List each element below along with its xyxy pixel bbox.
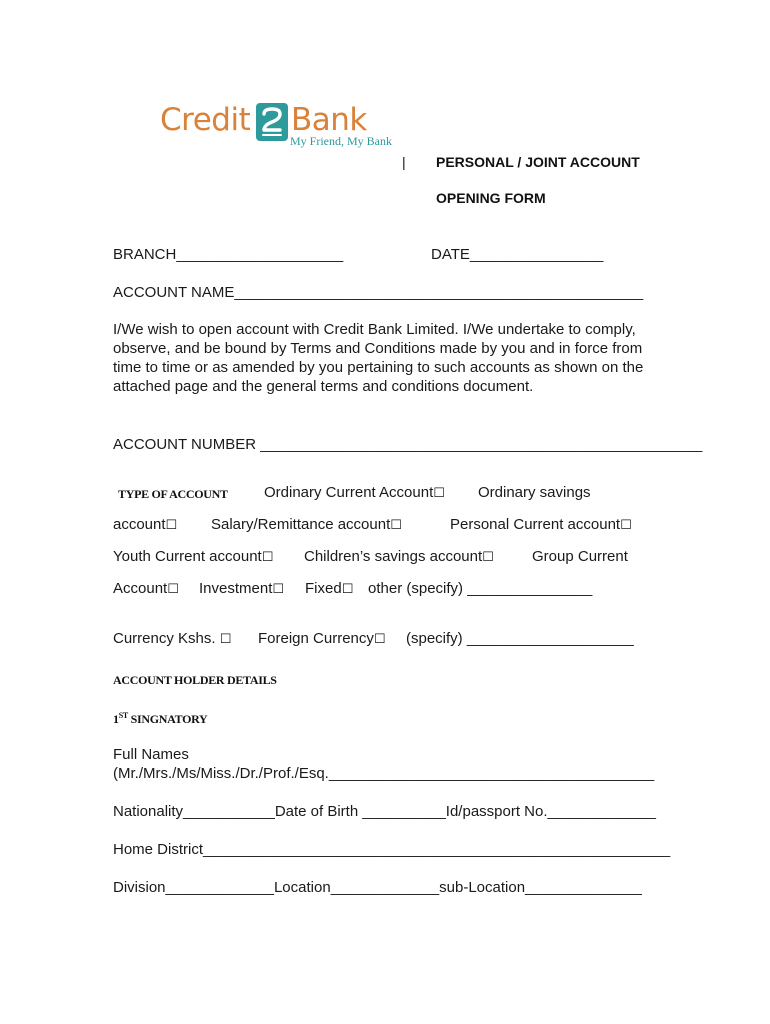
full-names-line[interactable]: _______________________________________ (328, 765, 655, 782)
personal-details-row (113, 803, 656, 820)
checkbox-icon[interactable]: ☐ (433, 486, 445, 501)
date-field[interactable] (431, 246, 603, 263)
nationality-label: Nationality (113, 803, 184, 820)
option-investment[interactable]: Investment☐ (199, 580, 285, 597)
form-title-line2: OPENING FORM (436, 190, 546, 206)
id-passport-label: Id/passport No. (445, 803, 548, 820)
logo-word-credit: Credit (160, 102, 251, 138)
currency-foreign-option[interactable]: Foreign Currency☐ (258, 630, 386, 647)
checkbox-icon[interactable]: ☐ (390, 518, 402, 533)
form-title-line1: PERSONAL / JOINT ACCOUNT (436, 154, 640, 170)
nationality-line[interactable]: ___________ (183, 803, 275, 820)
option-group-current-label: Group Current (532, 548, 628, 565)
option-youth-current[interactable]: Youth Current account☐ (113, 548, 274, 565)
checkbox-icon[interactable]: ☐ (482, 550, 494, 565)
home-district-label: Home District (113, 841, 204, 858)
option-ordinary-current[interactable]: Ordinary Current Account☐ (264, 484, 445, 501)
option-other[interactable]: other (specify) _______________ (368, 580, 593, 597)
option-personal-current[interactable]: Personal Current account☐ (450, 516, 632, 533)
type-of-account-heading: TYPE OF ACCOUNT (118, 487, 228, 501)
option-group-current[interactable]: Account☐ (113, 580, 179, 597)
option-childrens-savings[interactable]: Children’s savings account☐ (304, 548, 494, 565)
home-district-line[interactable]: ________________________________________________________ (203, 841, 671, 858)
option-fixed[interactable]: Fixed☐ (305, 580, 354, 597)
option-salary-remittance[interactable]: Salary/Remittance account☐ (211, 516, 402, 533)
id-passport-line[interactable]: _____________ (547, 803, 656, 820)
checkbox-icon[interactable]: ☐ (272, 582, 285, 597)
date-line[interactable]: ________________ (469, 246, 604, 263)
date-label: DATE (431, 246, 470, 263)
dob-line[interactable]: __________ (362, 803, 446, 820)
signatory-heading: 1ST SINGNATORY (113, 711, 208, 726)
checkbox-icon[interactable]: ☐ (620, 518, 632, 533)
option-ordinary-savings[interactable]: account☐ (113, 516, 178, 533)
checkbox-icon[interactable]: ☐ (341, 582, 354, 597)
home-district-field[interactable] (113, 841, 670, 858)
logo-tagline: My Friend, My Bank (290, 134, 392, 148)
branch-field[interactable] (113, 246, 343, 263)
checkbox-icon[interactable]: ☐ (165, 518, 178, 533)
branch-label: BRANCH (113, 246, 177, 263)
checkbox-icon[interactable]: ☐ (167, 582, 179, 597)
currency-kshs-option[interactable]: Currency Kshs. ☐ (113, 630, 232, 647)
division-label: Division (113, 879, 166, 896)
account-name-line[interactable]: _________________________________________________ (234, 284, 644, 301)
option-ordinary-savings-label: Ordinary savings (478, 484, 591, 501)
logo-word-bank: Bank (291, 102, 367, 138)
account-number-field[interactable] (113, 436, 702, 453)
declaration-paragraph: I/We wish to open account with Credit Bank Limited. I/We undertake to comply, observe, and be bound by Terms and Conditions made by you and in force from time to time or as amended by you pertaining to such accounts as shown on the attached page and the general terms and conditions document. (113, 321, 644, 395)
location-line[interactable]: _____________ (330, 879, 440, 896)
currency-specify-line[interactable]: ____________________ (466, 630, 634, 647)
titles-label: (Mr./Mrs./Ms/Miss./Dr./Prof./Esq. (113, 765, 329, 782)
full-names-label: Full Names (113, 746, 189, 763)
dob-label: Date of Birth (274, 803, 359, 820)
division-line[interactable]: _____________ (165, 879, 274, 896)
checkbox-icon[interactable]: ☐ (219, 632, 232, 647)
account-number-label: ACCOUNT NUMBER (113, 436, 257, 453)
account-name-label: ACCOUNT NAME (113, 284, 235, 301)
checkbox-icon[interactable]: ☐ (373, 632, 386, 647)
full-names-field[interactable] (113, 765, 654, 782)
header-separator: | (402, 154, 406, 170)
account-holder-heading: ACCOUNT HOLDER DETAILS (113, 673, 277, 687)
location-label: Location (273, 879, 331, 896)
branch-line[interactable]: ____________________ (176, 246, 344, 263)
checkbox-icon[interactable]: ☐ (261, 550, 274, 565)
account-number-line[interactable]: _____________________________________________________ (260, 436, 703, 453)
account-name-field[interactable] (113, 284, 643, 301)
currency-specify-field[interactable]: (specify) ____________________ (406, 630, 634, 647)
sub-location-line[interactable]: ______________ (525, 879, 642, 896)
sub-location-label: sub-Location (439, 879, 526, 896)
logo-mark-icon (255, 100, 289, 144)
location-row (113, 879, 642, 896)
other-specify-line[interactable]: _______________ (467, 580, 593, 597)
